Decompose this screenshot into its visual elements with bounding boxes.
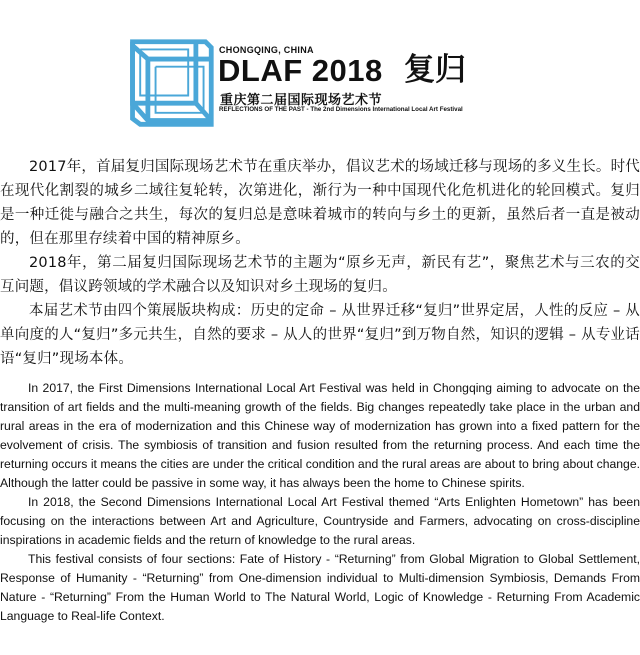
english-intro: [0, 379, 640, 626]
festival-subtitle-en: REFLECTIONS OF THE PAST - The 2nd Dimensions International Local Art Festival: [219, 106, 463, 113]
festival-header: [0, 0, 640, 135]
header-city: CHONGQING, CHINA: [219, 45, 314, 55]
chinese-paragraph: 2017年，首届复归国际现场艺术节在重庆举办，倡议艺术的场域迁移与现场的多义生长。时代在现代化割裂的城乡二域往复轮转，次第进化，渐行为一种中国现代化危机进化的轮回模式。复归是一种迁徙与融合之共生，每次的复归总是意味着城市的转向与乡土的更新，虽然后者一直是被动的，但在那里存续着中国的精神原乡。: [0, 159, 640, 247]
festival-subtitle-cn: 重庆第二届国际现场艺术节: [220, 93, 383, 108]
chinese-intro: [0, 155, 640, 371]
english-paragraph: In 2018, the Second Dimensions International Local Art Festival themed “Arts Enlighten Hometown” has been focusing on the interactions between Art and Agriculture, Countryside and Farmers, advocating on cross-discipline inspirations in academic fields and the return of knowledge to the rural areas.: [0, 495, 640, 547]
chinese-paragraph: 本届艺术节由四个策展版块构成：历史的定命 – 从世界迁移“复归”世界定居，人性的反应 – 从单向度的人“复归”多元共生，自然的要求 – 从人的世界“复归”到万物自然，知识的逻辑 – 从专业话语“复归”现场本体。: [0, 303, 640, 367]
impossible-cube-logo-icon: [121, 36, 217, 132]
chinese-paragraph: 2018年，第二届复归国际现场艺术节的主题为“原乡无声，新民有艺”，聚焦艺术与三农的交互问题，倡议跨领域的学术融合以及知识对乡土现场的复归。: [0, 255, 640, 295]
festival-title-cn: 复归: [404, 52, 466, 88]
english-paragraph: This festival consists of four sections: Fate of History - “Returning” from Global Migration to Global Settlement, Response of Humanity - “Returning” from One-dimension individual to Multi-dimension Symbiosis, Demands From Nature - “Returning” From the Human World to The Natural World, Logic of Knowledge - Returning From Academic Language to Real-life Context.: [0, 552, 640, 623]
english-paragraph: In 2017, the First Dimensions International Local Art Festival was held in Chongqing aiming to advocate on the transition of art fields and the multi-meaning growth of the fields. Big changes repeatedly take place in the urban and rural areas in the era of modernization and this Chinese way of modernization has grown into a fixed pattern for the evolvement of crisis. The symbiosis of transition and fusion resulted from the returning process. And each time the returning occurs it means the cities are under the critical condition and the rural areas are about to bring about change. Although the latter could be passive in some way, it has always been the home to Chinese spirits.: [0, 381, 640, 490]
festival-title: DLAF 2018: [218, 53, 383, 88]
